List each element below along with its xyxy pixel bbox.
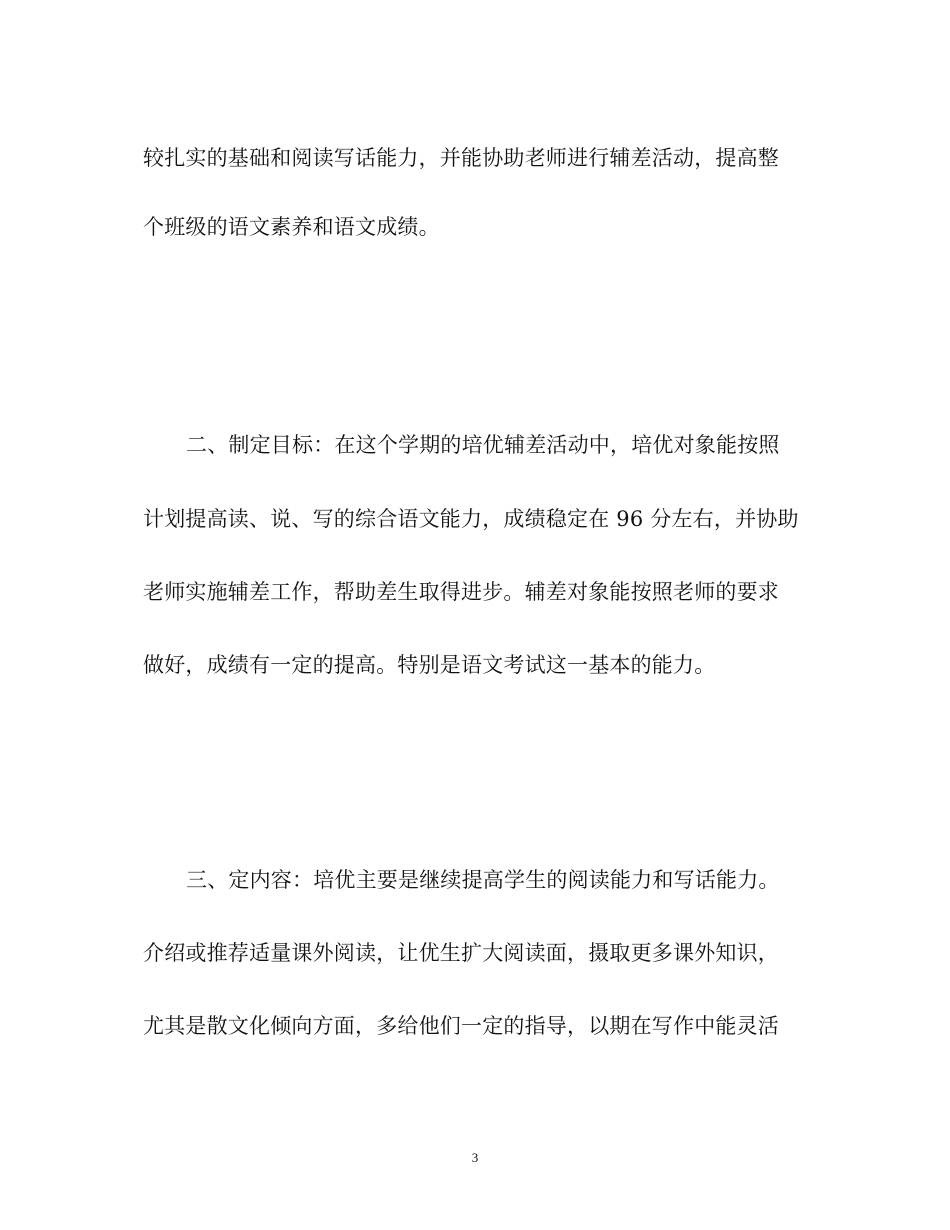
paragraph-2-line-2: 计划提高读、说、写的综合语文能力，成绩稳定在 96 分左右，并协助 xyxy=(143,507,799,531)
paragraph-3-line-2: 介绍或推荐适量课外阅读，让优生扩大阅读面，摄取更多课外知识， xyxy=(143,941,779,965)
paragraph-2-line-3: 老师实施辅差工作，帮助差生取得进步。辅差对象能按照老师的要求 xyxy=(143,580,779,604)
paragraph-2-line-1: 二、制定目标：在这个学期的培优辅差活动中，培优对象能按照 xyxy=(186,433,780,457)
paragraph-1-line-2: 个班级的语文素养和语文成绩。 xyxy=(143,215,440,239)
paragraph-3-line-1: 三、定内容：培优主要是继续提高学生的阅读能力和写话能力。 xyxy=(186,868,780,892)
page-number: 3 xyxy=(471,1150,479,1165)
paragraph-1-line-1: 较扎实的基础和阅读写话能力，并能协助老师进行辅差活动，提高整 xyxy=(143,146,779,170)
paragraph-2-line-4: 做好，成绩有一定的提高。特别是语文考试这一基本的能力。 xyxy=(143,653,716,677)
paragraph-3-line-3: 尤其是散文化倾向方面，多给他们一定的指导，以期在写作中能灵活 xyxy=(143,1014,779,1038)
